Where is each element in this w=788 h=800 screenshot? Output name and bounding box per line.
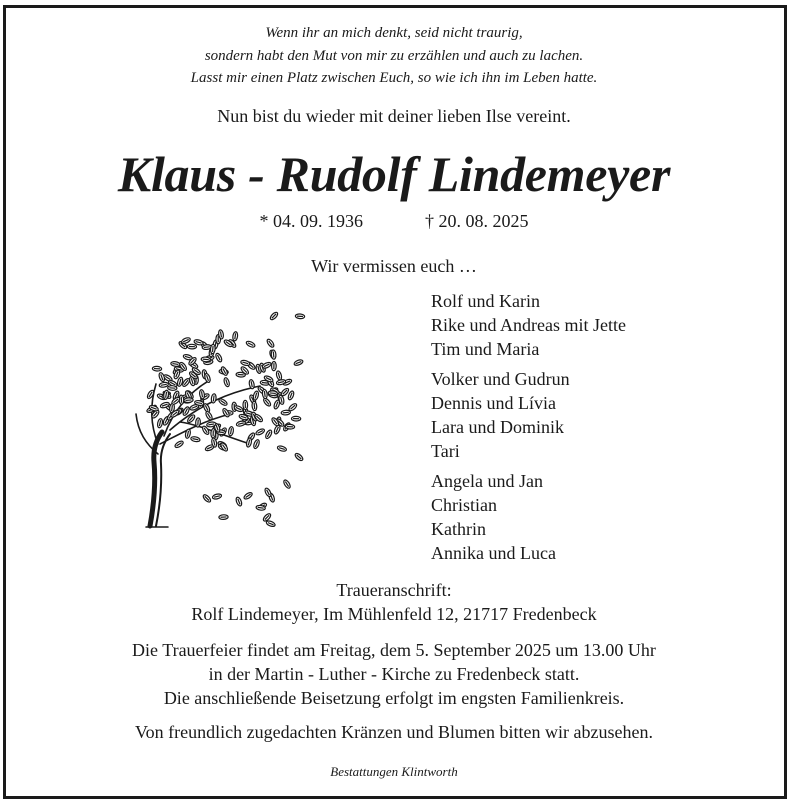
wind-blown-tree-icon bbox=[110, 294, 306, 530]
life-dates bbox=[0, 208, 788, 234]
poem-line: sondern habt den Mut von mir zu erzählen und auch zu lachen. bbox=[204, 47, 584, 64]
birth-date: * 04. 09. 1936 bbox=[259, 211, 363, 231]
family-member: Christian bbox=[431, 495, 497, 515]
family-member: Rolf und Karin bbox=[431, 291, 540, 311]
poem-line: Wenn ihr an mich denkt, seid nicht traurig, bbox=[265, 25, 523, 41]
family-group bbox=[431, 289, 626, 361]
family-member: Lara und Dominik bbox=[431, 417, 564, 437]
undertaker-name: Bestattungen Klintworth bbox=[330, 764, 458, 779]
family-member: Angela und Jan bbox=[431, 471, 543, 491]
address-label: Traueranschrift: bbox=[336, 580, 452, 600]
family-member: Tim und Maria bbox=[431, 339, 540, 359]
service-line: Die Trauerfeier findet am Freitag, dem 5. September 2025 um 13.00 Uhr bbox=[132, 640, 656, 660]
poem-line: Lasst mir einen Platz zwischen Euch, so wie ich ihn im Leben hatte. bbox=[190, 70, 598, 86]
service-line: in der Martin - Luther - Kirche zu Fredenbeck statt. bbox=[208, 664, 580, 684]
family-group bbox=[431, 367, 626, 463]
address-text: Rolf Lindemeyer, Im Mühlenfeld 12, 21717 Fredenbeck bbox=[191, 604, 597, 624]
poem bbox=[0, 22, 788, 90]
family-member: Tari bbox=[431, 441, 460, 461]
mourning-address bbox=[0, 578, 788, 626]
service-info bbox=[0, 638, 788, 710]
intro-text: Nun bist du wieder mit deiner lieben Ilse vereint. bbox=[217, 106, 571, 126]
miss-text: Wir vermissen euch … bbox=[311, 256, 477, 276]
deceased-name: Klaus - Rudolf Lindemeyer bbox=[117, 146, 671, 202]
wreath-note: Von freundlich zugedachten Kränzen und Blumen bitten wir abzusehen. bbox=[134, 722, 653, 742]
service-line: Die anschließende Beisetzung erfolgt im engsten Familienkreis. bbox=[163, 688, 625, 708]
death-date: † 20. 08. 2025 bbox=[425, 211, 529, 231]
family-member: Annika und Luca bbox=[431, 543, 556, 563]
family-group bbox=[431, 469, 626, 565]
family-member: Volker und Gudrun bbox=[431, 369, 570, 389]
family-member: Rike und Andreas mit Jette bbox=[431, 315, 626, 335]
family-member: Kathrin bbox=[431, 519, 486, 539]
family-member: Dennis und Lívia bbox=[431, 393, 556, 413]
family-list bbox=[431, 289, 626, 571]
